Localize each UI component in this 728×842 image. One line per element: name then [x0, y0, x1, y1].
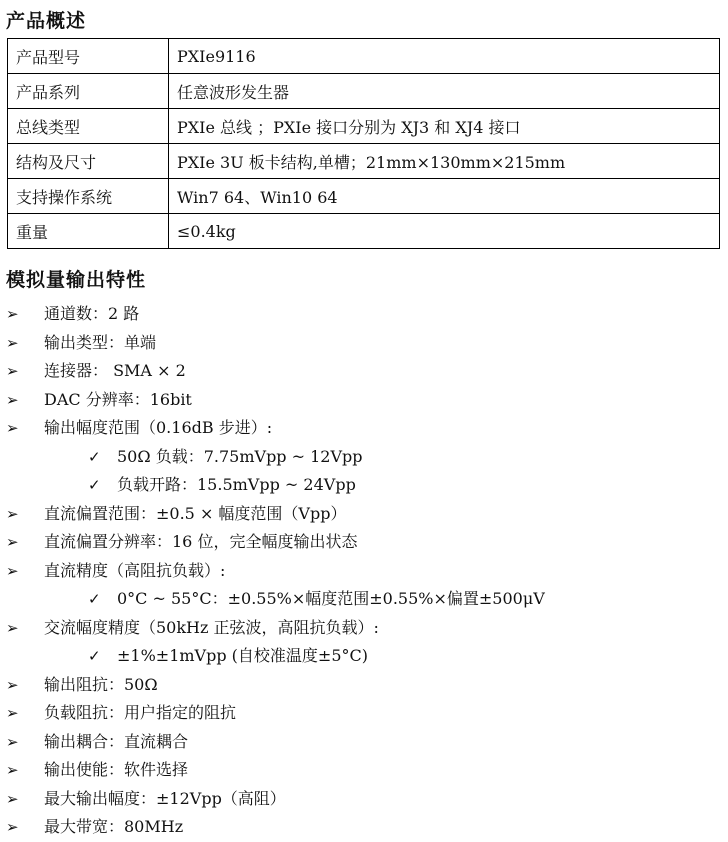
overview-label: 支持操作系统: [8, 179, 169, 214]
spec-subitem: [0, 642, 728, 671]
arrow-bullet-icon: ➢: [6, 419, 19, 437]
overview-row: [8, 39, 720, 74]
overview-label: 总线类型: [8, 109, 169, 144]
arrow-bullet-icon: ➢: [6, 362, 19, 380]
arrow-bullet-icon: ➢: [6, 305, 19, 323]
arrow-bullet-icon: ➢: [6, 675, 19, 694]
spec-item: [0, 614, 728, 643]
spec-item: [0, 500, 728, 529]
arrow-bullet-icon: ➢: [6, 818, 19, 836]
overview-table: [7, 38, 720, 249]
spec-text: ±1%±1mVpp (自校准温度±5°C): [117, 646, 368, 665]
spec-subitem: [0, 471, 728, 500]
arrow-bullet-icon: ➢: [6, 704, 19, 722]
spec-item: [0, 728, 728, 757]
spec-text: 连接器： SMA × 2: [44, 361, 186, 380]
spec-item: [0, 756, 728, 785]
analog-output-heading: 模拟量输出特性: [6, 269, 147, 291]
checkmark-icon: ✓: [88, 476, 101, 494]
spec-item: [0, 699, 728, 728]
spec-text: 输出类型：单端: [44, 332, 157, 352]
overview-value: ≤0.4kg: [169, 214, 720, 249]
overview-label: 重量: [8, 214, 169, 249]
overview-row: [8, 144, 720, 179]
spec-item: [0, 528, 728, 557]
spec-text: 直流精度（高阻抗负载）:: [44, 560, 226, 580]
spec-text: 通道数：2 路: [44, 304, 140, 323]
arrow-bullet-icon: ➢: [6, 789, 19, 808]
spec-item: [0, 785, 728, 814]
spec-item: [0, 300, 728, 329]
arrow-bullet-icon: ➢: [6, 333, 19, 352]
overview-label: 产品型号: [8, 39, 169, 74]
spec-text: 负载开路：15.5mVpp ~ 24Vpp: [117, 475, 356, 494]
spec-item: [0, 813, 728, 842]
overview-value: PXIe9116: [169, 39, 720, 74]
arrow-bullet-icon: ➢: [6, 732, 19, 751]
arrow-bullet-icon: ➢: [6, 504, 19, 523]
spec-text: 输出幅度范围（0.16dB 步进）:: [44, 418, 273, 437]
spec-text: 0°C ~ 55°C：±0.55%×幅度范围±0.55%×偏置±500μV: [117, 589, 545, 608]
arrow-bullet-icon: ➢: [6, 390, 19, 409]
analog-output-spec-list: [0, 300, 728, 842]
overview-value: Win7 64、Win10 64: [169, 179, 720, 214]
spec-subitem: [0, 585, 728, 614]
spec-item: [0, 414, 728, 443]
checkmark-icon: ✓: [88, 447, 101, 466]
arrow-bullet-icon: ➢: [6, 561, 19, 580]
spec-text: 交流幅度精度（50kHz 正弦波，高阻抗负载）:: [44, 617, 379, 637]
overview-label: 产品系列: [8, 74, 169, 109]
arrow-bullet-icon: ➢: [6, 533, 19, 551]
overview-value: PXIe 3U 板卡结构,单槽；21mm×130mm×215mm: [169, 144, 720, 179]
checkmark-icon: ✓: [88, 590, 101, 608]
spec-item: [0, 386, 728, 415]
overview-row: [8, 74, 720, 109]
checkmark-icon: ✓: [88, 647, 101, 665]
spec-text: 输出阻抗：50Ω: [44, 674, 158, 694]
overview-label: 结构及尺寸: [8, 144, 169, 179]
overview-row: [8, 214, 720, 249]
spec-text: 50Ω 负载：7.75mVpp ~ 12Vpp: [117, 446, 363, 466]
arrow-bullet-icon: ➢: [6, 761, 19, 779]
spec-text: 最大带宽：80MHz: [44, 817, 184, 836]
spec-item: [0, 329, 728, 358]
arrow-bullet-icon: ➢: [6, 618, 19, 637]
spec-text: 最大输出幅度：±12Vpp（高阻）: [44, 788, 286, 808]
spec-text: 输出使能：软件选择: [44, 760, 189, 779]
overview-row: [8, 109, 720, 144]
spec-item: [0, 671, 728, 700]
spec-text: DAC 分辨率：16bit: [44, 389, 192, 409]
overview-value: 任意波形发生器: [169, 74, 720, 109]
spec-text: 直流偏置范围：±0.5 × 幅度范围（Vpp）: [44, 503, 347, 523]
spec-text: 负载阻抗：用户指定的阻抗: [44, 703, 237, 722]
spec-subitem: [0, 443, 728, 472]
overview-value: PXIe 总线 ；PXIe 接口分别为 XJ3 和 XJ4 接口: [169, 109, 720, 144]
overview-row: [8, 179, 720, 214]
overview-heading: 产品概述: [6, 10, 87, 32]
spec-item: [0, 357, 728, 386]
spec-item: [0, 557, 728, 586]
spec-text: 直流偏置分辨率：16 位，完全幅度输出状态: [44, 532, 358, 551]
spec-text: 输出耦合：直流耦合: [44, 731, 189, 751]
